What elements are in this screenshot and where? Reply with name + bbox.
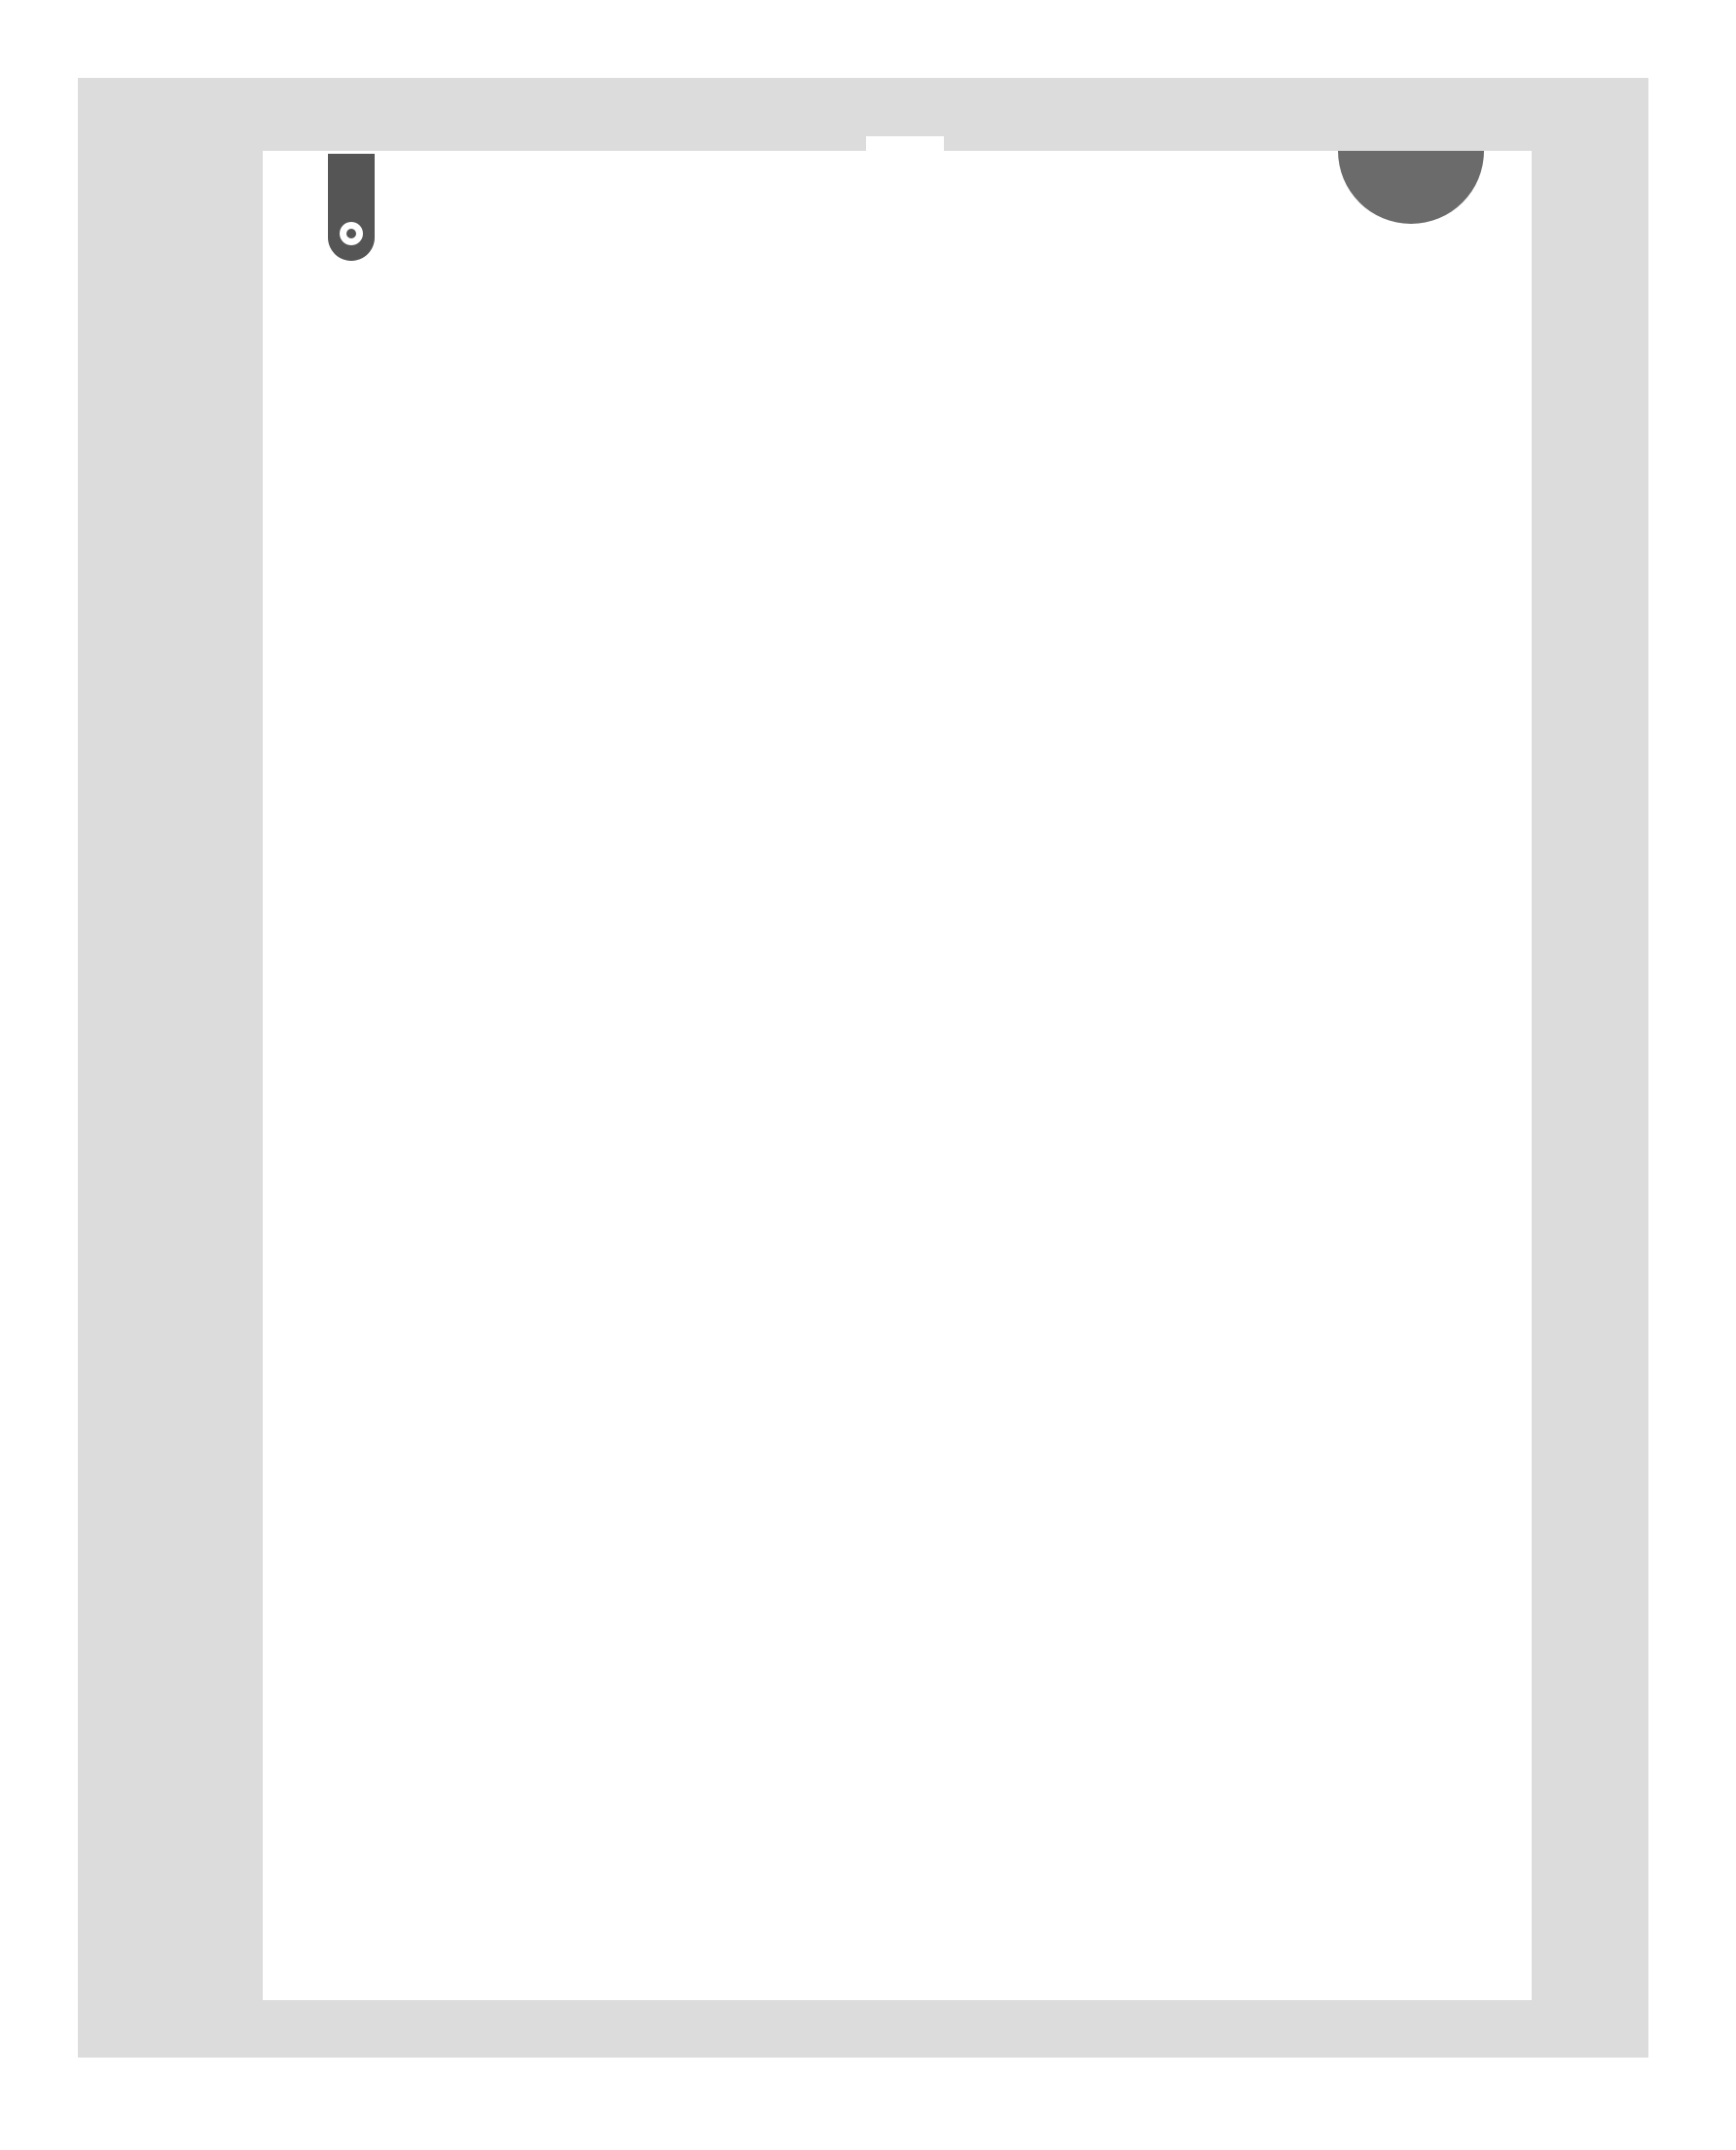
page-notch	[866, 136, 944, 175]
bookmark-icon	[328, 154, 375, 261]
document-page	[263, 151, 1532, 2000]
